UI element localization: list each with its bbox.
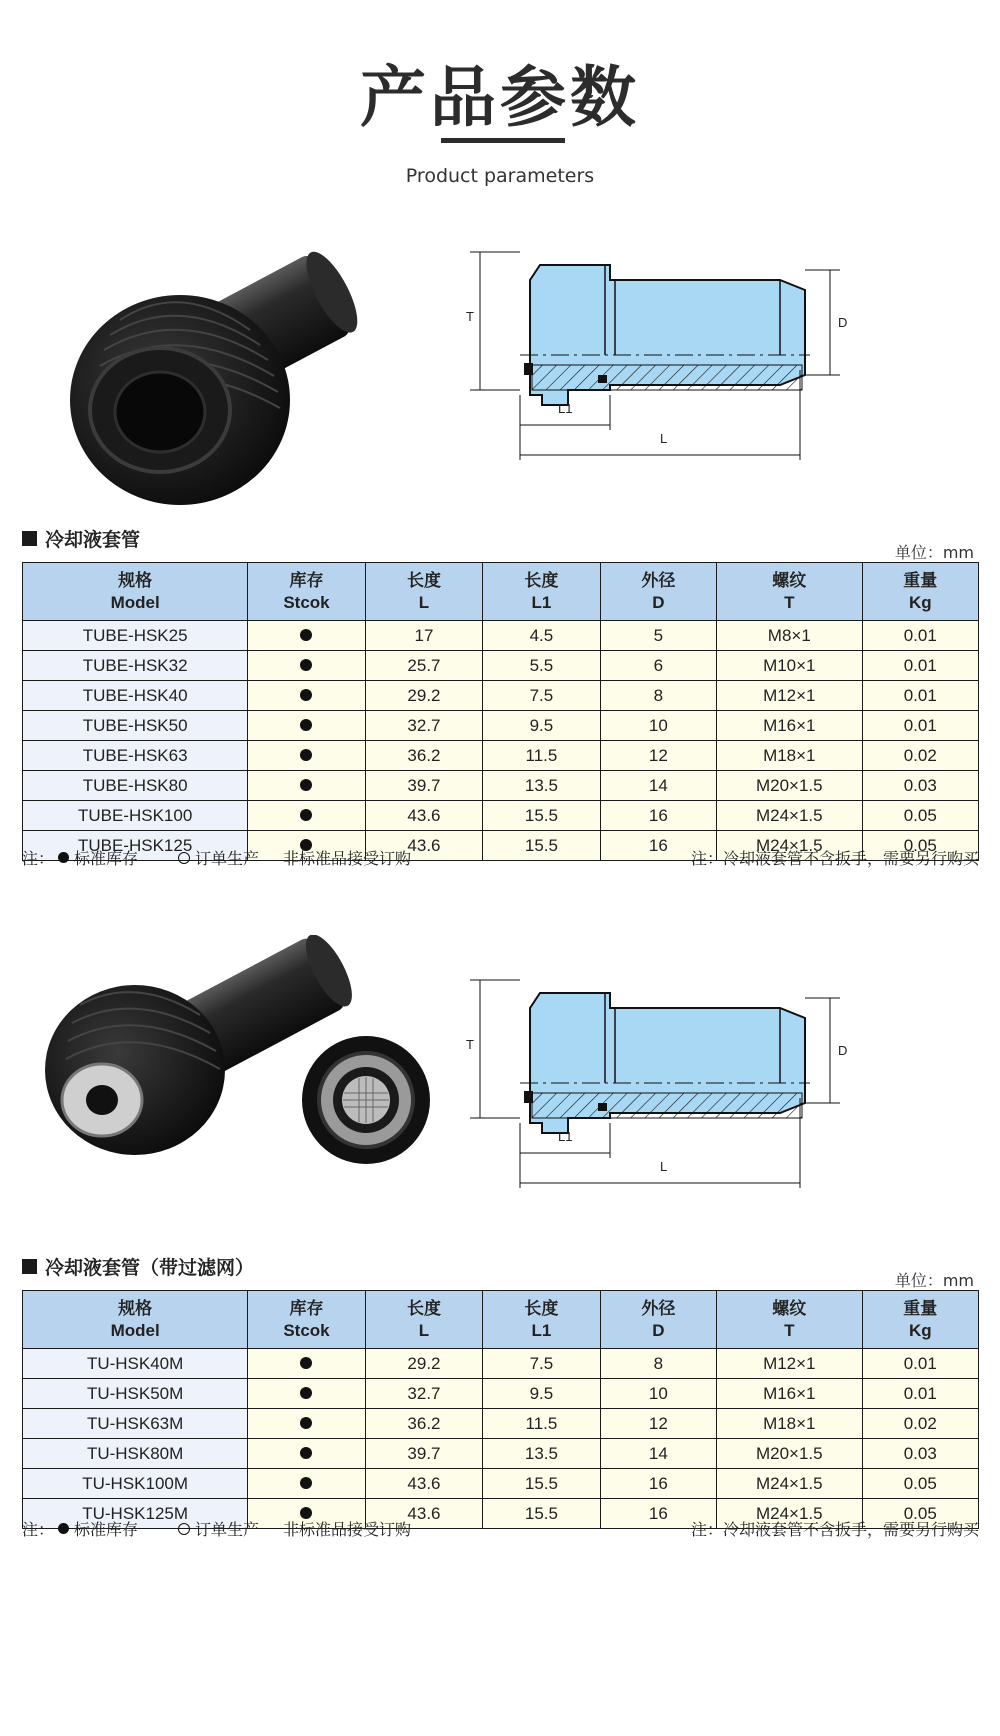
column-header-en: Stcok [283,592,330,612]
order-circle-icon [178,1523,190,1535]
cell-model: TU-HSK80M [23,1439,248,1469]
unit-label: 单位：mm [894,543,974,562]
coolant-tube-photo [60,240,390,520]
column-header-en: Kg [908,1320,932,1340]
note-order: 订单生产 [195,849,260,868]
cell-l1: 15.5 [483,1469,600,1499]
cell-t: M24×1.5 [717,1499,863,1529]
label-l1: L1 [558,1129,573,1144]
dimension-drawing-1 [460,235,880,515]
spec-table-2 [22,1290,979,1529]
stock-cell [248,771,365,801]
cell-kg: 0.05 [862,1469,978,1499]
cell-model: TU-HSK125M [23,1499,248,1529]
cell-model: TUBE-HSK80 [23,771,248,801]
column-header [23,563,248,621]
label-d: D [838,1043,848,1058]
table-row [23,621,979,651]
cell-l: 43.6 [365,801,482,831]
table-header-row [23,563,979,621]
cell-l1: 9.5 [483,1379,600,1409]
cell-kg: 0.03 [862,1439,978,1469]
cell-t: M8×1 [717,621,863,651]
stock-dot-icon [300,1447,312,1459]
cell-l: 32.7 [365,1379,482,1409]
note-custom: 非标准品接受订购 [283,1520,412,1539]
column-header-zh: 重量 [903,1298,938,1318]
column-header-zh: 规格 [118,570,153,590]
cell-kg: 0.02 [862,741,978,771]
column-header [483,563,600,621]
cell-t: M24×1.5 [717,831,863,861]
cell-l: 39.7 [365,1439,482,1469]
column-header-en: Model [110,592,160,612]
cell-l1: 9.5 [483,711,600,741]
cell-kg: 0.05 [862,1499,978,1529]
column-header-en: L [418,1320,430,1340]
filter-tube-photo [40,935,460,1165]
stock-cell [248,711,365,741]
cell-l: 43.6 [365,1469,482,1499]
table-note [22,846,979,869]
note-stock: 标准库存 [74,849,139,868]
table-note [22,1517,979,1540]
table-row [23,651,979,681]
column-header [23,1291,248,1349]
table-row [23,681,979,711]
column-header-en: L [418,592,430,612]
note-right: 注：冷却液套管不含扳手，需要另行购买 [690,849,979,868]
cell-l: 43.6 [365,1499,482,1529]
cell-kg: 0.01 [862,711,978,741]
cell-l: 36.2 [365,1409,482,1439]
cell-l1: 7.5 [483,681,600,711]
cell-d: 10 [600,711,716,741]
cell-l: 25.7 [365,651,482,681]
column-header-zh: 螺纹 [772,1298,807,1318]
stock-dot-icon [300,659,312,671]
cell-model: TUBE-HSK50 [23,711,248,741]
stock-dot-icon [300,809,312,821]
cell-model: TUBE-HSK25 [23,621,248,651]
stock-cell [248,621,365,651]
stock-dot-icon [300,1387,312,1399]
column-header [365,1291,482,1349]
cell-d: 6 [600,651,716,681]
column-header [862,563,978,621]
column-header-en: D [652,1320,665,1340]
cell-d: 5 [600,621,716,651]
column-header-en: D [652,592,665,612]
label-d: D [838,315,848,330]
cell-t: M16×1 [717,711,863,741]
column-header [248,563,365,621]
cell-model: TUBE-HSK32 [23,651,248,681]
cell-kg: 0.01 [862,1379,978,1409]
stock-dot-icon [300,779,312,791]
cell-kg: 0.05 [862,801,978,831]
cell-d: 16 [600,1499,716,1529]
label-t: T [466,309,474,324]
cell-kg: 0.05 [862,831,978,861]
column-header [862,1291,978,1349]
cell-model: TUBE-HSK100 [23,801,248,831]
stock-cell [248,801,365,831]
table-row [23,711,979,741]
column-header-zh: 外径 [641,570,676,590]
table-row [23,1409,979,1439]
stock-cell [248,1349,365,1379]
order-circle-icon [178,852,190,864]
cell-l1: 15.5 [483,1499,600,1529]
cell-model: TU-HSK40M [23,1349,248,1379]
column-header [600,563,716,621]
stock-dot-icon [300,629,312,641]
stock-dot-icon [300,1357,312,1369]
cell-l1: 13.5 [483,771,600,801]
cell-d: 16 [600,1469,716,1499]
cell-t: M12×1 [717,681,863,711]
table-row [23,1379,979,1409]
column-header-en: T [784,592,795,612]
label-t: T [466,1037,474,1052]
note-order: 订单生产 [195,1520,260,1539]
cell-d: 16 [600,831,716,861]
cell-model: TU-HSK100M [23,1469,248,1499]
note-custom: 非标准品接受订购 [283,849,412,868]
cell-l: 29.2 [365,681,482,711]
column-header-en: L1 [531,592,552,612]
cell-kg: 0.01 [862,681,978,711]
stock-dot-icon [58,852,69,863]
column-header-zh: 外径 [641,1298,676,1318]
section-heading-text: 冷却液套管 [45,529,141,551]
column-header-zh: 重量 [903,570,938,590]
table-row [23,801,979,831]
cell-t: M20×1.5 [717,771,863,801]
table-row [23,1349,979,1379]
note-right: 注：冷却液套管不含扳手，需要另行购买 [690,1520,979,1539]
cell-d: 12 [600,741,716,771]
cell-t: M18×1 [717,1409,863,1439]
cell-l1: 4.5 [483,621,600,651]
note-stock: 标准库存 [74,1520,139,1539]
page-title: 产品参数 [360,59,640,136]
cell-l: 36.2 [365,741,482,771]
dimension-drawing-2 [460,963,880,1243]
note-prefix: 注： [22,1520,55,1539]
cell-t: M18×1 [717,741,863,771]
stock-dot-icon [300,1417,312,1429]
cell-d: 10 [600,1379,716,1409]
table-row [23,1469,979,1499]
column-header-en: T [784,1320,795,1340]
cell-d: 16 [600,801,716,831]
cell-d: 14 [600,1439,716,1469]
cell-t: M12×1 [717,1349,863,1379]
column-header [717,563,863,621]
cell-model: TUBE-HSK63 [23,741,248,771]
cell-d: 14 [600,771,716,801]
column-header [483,1291,600,1349]
stock-dot-icon [300,1477,312,1489]
stock-cell [248,681,365,711]
cell-l: 29.2 [365,1349,482,1379]
label-l: L [660,1159,668,1174]
square-bullet-icon [22,531,37,546]
cell-t: M20×1.5 [717,1439,863,1469]
square-bullet-icon [22,1259,37,1274]
stock-cell [248,1379,365,1409]
cell-model: TUBE-HSK125 [23,831,248,861]
column-header-en: L1 [531,1320,552,1340]
column-header-zh: 螺纹 [772,570,807,590]
column-header [248,1291,365,1349]
cell-l: 32.7 [365,711,482,741]
cell-t: M16×1 [717,1379,863,1409]
column-header-zh: 库存 [289,570,324,590]
cell-model: TUBE-HSK40 [23,681,248,711]
cell-d: 8 [600,1349,716,1379]
cell-kg: 0.02 [862,1409,978,1439]
cell-model: TU-HSK63M [23,1409,248,1439]
unit-label: 单位：mm [894,1271,974,1290]
column-header-zh: 长度 [524,570,559,590]
cell-l: 39.7 [365,771,482,801]
stock-dot-icon [300,719,312,731]
column-header-zh: 库存 [289,1298,324,1318]
cell-t: M24×1.5 [717,1469,863,1499]
column-header-en: Model [110,1320,160,1340]
cell-kg: 0.01 [862,621,978,651]
cell-t: M24×1.5 [717,801,863,831]
section-heading-text: 冷却液套管（带过滤网） [45,1257,255,1279]
column-header-zh: 长度 [406,570,441,590]
cell-l1: 15.5 [483,801,600,831]
column-header-en: Stcok [283,1320,330,1340]
label-l1: L1 [558,401,573,416]
column-header-zh: 规格 [118,1298,153,1318]
label-l: L [660,431,668,446]
note-prefix: 注： [22,849,55,868]
cell-l1: 11.5 [483,1409,600,1439]
cell-kg: 0.01 [862,651,978,681]
column-header [600,1291,716,1349]
table-row [23,741,979,771]
cell-l1: 7.5 [483,1349,600,1379]
column-header [365,563,482,621]
column-header-zh: 长度 [524,1298,559,1318]
column-header [717,1291,863,1349]
cell-kg: 0.03 [862,771,978,801]
table-row [23,1439,979,1469]
page-subtitle: Product parameters [405,165,595,187]
table-row [23,771,979,801]
stock-cell [248,1469,365,1499]
stock-dot-icon [300,749,312,761]
cell-l: 43.6 [365,831,482,861]
title-underline [441,138,565,143]
table-header-row [23,1291,979,1349]
cell-kg: 0.01 [862,1349,978,1379]
column-header-en: Kg [908,592,932,612]
stock-dot-icon [58,1523,69,1534]
cell-l1: 5.5 [483,651,600,681]
section-heading [22,525,140,552]
cell-d: 12 [600,1409,716,1439]
cell-model: TU-HSK50M [23,1379,248,1409]
section-heading [22,1253,254,1280]
cell-l1: 13.5 [483,1439,600,1469]
stock-dot-icon [300,689,312,701]
cell-d: 8 [600,681,716,711]
cell-l: 17 [365,621,482,651]
cell-l1: 11.5 [483,741,600,771]
cell-t: M10×1 [717,651,863,681]
spec-table-1 [22,562,979,861]
stock-cell [248,1409,365,1439]
column-header-zh: 长度 [406,1298,441,1318]
stock-cell [248,741,365,771]
cell-l1: 15.5 [483,831,600,861]
stock-cell [248,1439,365,1469]
stock-cell [248,651,365,681]
